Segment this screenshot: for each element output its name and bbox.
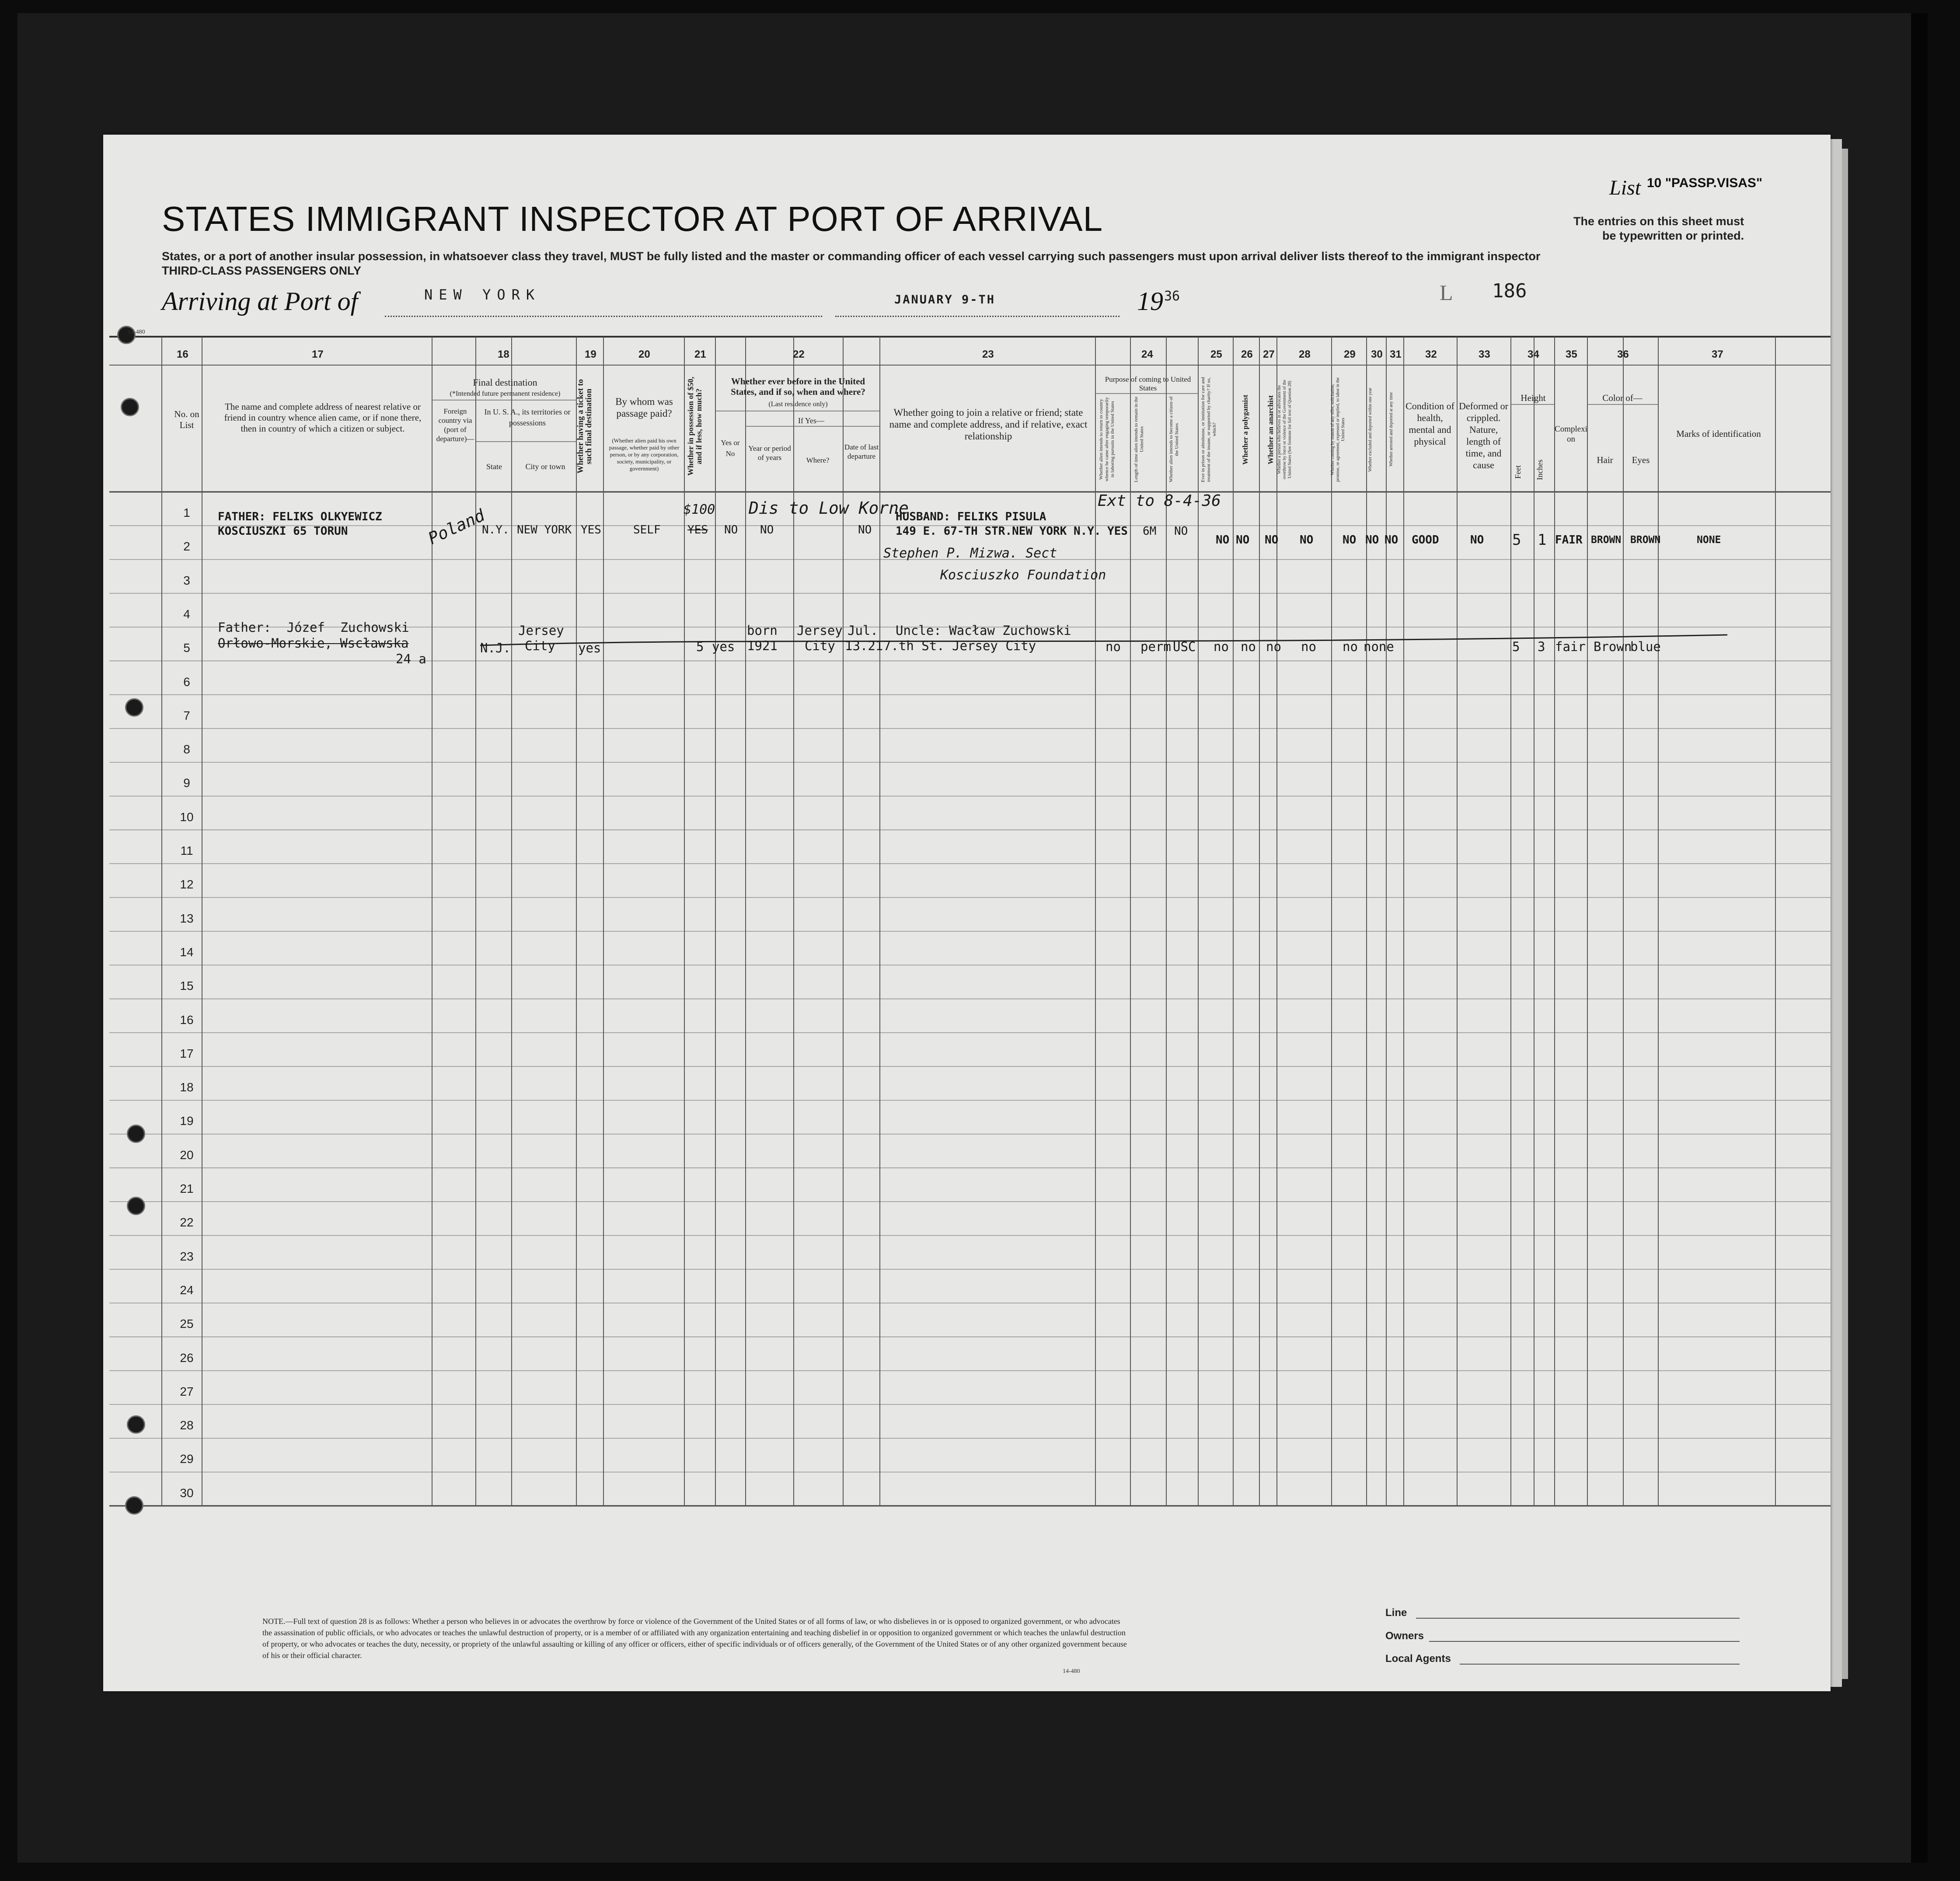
sheet-mark: L — [1440, 280, 1453, 305]
header-c18-city: City or town — [525, 462, 565, 471]
row-number-28: 28 — [180, 1418, 194, 1432]
row-number-25: 25 — [180, 1317, 194, 1331]
row-number-4: 4 — [183, 607, 190, 621]
header-c24-a: Whether alien intends to return to country whence he came after engaging temporarily in laboring pursuits in the United States — [1099, 397, 1115, 482]
footer-form-number: 14-480 — [1063, 1668, 1080, 1675]
column-number-23: 23 — [982, 348, 994, 360]
column-number-31: 31 — [1390, 348, 1402, 360]
binding-hole — [127, 1197, 145, 1215]
r4-eyes: blue — [1630, 639, 1661, 654]
r4-relative-3: 24 a — [396, 651, 426, 666]
r1-join-hand-2: Kosciuszko Foundation — [940, 568, 1106, 583]
r1-money: YES — [687, 523, 708, 536]
r1-join-1: HUSBAND: FELIKS PISULA — [896, 510, 1046, 523]
binding-hole — [127, 1125, 145, 1143]
header-c18-foreign: Foreign country via (port of departure)— — [436, 407, 474, 443]
column-number-27: 27 — [1263, 348, 1275, 360]
header-c20-note: (Whether alien paid his own passage, whether paid by other person, or by any corporation, society, municipality, or government) — [609, 437, 680, 472]
year-suffix: 36 — [1164, 289, 1180, 304]
r4-before: yes — [712, 639, 735, 654]
r1-excluded: NO — [1365, 533, 1379, 547]
header-c18-state: State — [486, 462, 502, 471]
r1-join-2: 149 E. 67-TH STR.NEW YORK N.Y. — [896, 525, 1101, 538]
r4-join-1: Uncle: Wacław Zuchowski — [896, 623, 1071, 638]
subtitle-line-2: THIRD-CLASS PASSENGERS ONLY — [162, 264, 362, 277]
row-number-14: 14 — [180, 945, 194, 959]
row-number-16: 16 — [180, 1013, 194, 1027]
year-prefix: 19 — [1137, 287, 1163, 316]
row-number-5: 5 — [183, 641, 190, 655]
r1-inches: 1 — [1538, 531, 1547, 549]
local-agents-underline — [1460, 1664, 1740, 1665]
column-number-35: 35 — [1566, 348, 1577, 360]
r4-ticket: yes — [578, 641, 601, 655]
header-c35: Complexion — [1555, 425, 1587, 444]
row-number-10: 10 — [180, 810, 194, 824]
r4-state: N.J. — [480, 641, 511, 655]
header-c28: Whether a person who believes in or advocates the overthrow by force or violence of the Government of the United States (See footnote for full text of Question 28) — [1277, 380, 1292, 480]
row-number-23: 23 — [180, 1249, 194, 1263]
header-c27: Whether an anarchist — [1266, 395, 1275, 464]
arriving-label: Arriving at Port of — [162, 287, 358, 316]
row-number-15: 15 — [180, 979, 194, 993]
header-c22-year: Year or period of years — [748, 444, 791, 462]
entries-note — [1573, 214, 1744, 243]
header-c21: Whether in possession of $50, and if less, how much? — [686, 376, 703, 476]
r4-prison: no — [1214, 639, 1229, 654]
r1-foreign: Poland — [425, 505, 488, 548]
header-c26: Whether a polygamist — [1241, 394, 1249, 465]
line-label: Line — [1385, 1607, 1407, 1619]
r1-citizen: NO — [1174, 525, 1188, 538]
r1-feet: 5 — [1512, 531, 1521, 549]
header-c22-where: Where? — [806, 456, 830, 464]
date-line — [835, 316, 1120, 317]
header-c22-top: Whether ever before in the United States, and if so, when and where? — [731, 376, 865, 397]
header-c22-sub: (Last residence only) — [768, 401, 828, 408]
column-number-18: 18 — [498, 348, 509, 360]
r4-where-1: Jersey — [797, 623, 843, 638]
header-c22-date: Date of last departure — [844, 443, 879, 460]
subtitle-line-1: States, or a port of another insular possession, in whatsoever class they travel, MUST be fully listed and the master or commanding officer of each vessel carrying such passengers must upon arrival deliver lists thereof to the immigrant inspector — [162, 250, 1541, 263]
r4-complexion: fair — [1555, 639, 1586, 654]
line-underline — [1416, 1618, 1740, 1619]
footnote-q28: NOTE.—Full text of question 28 is as follows: Whether a person who believes in or advocates the overthrow by force or violence of the Government of the United States or of all forms of law, or who disbelieves in or is opposed to organized government, or who advocates the assassination of public officials, or who advocates or teaches the unlawful destruction of property, or is a member of or affiliated with any organization entertaining and teaching disbelief in or opposition to organized government or which teaches the unlawful destruction of property, or who advocates or teaches the duty, necessity, or propriety of the unlawful assaulting or killing of any officer or officers, either of specific individuals or of officers generally, of the Government of the United States or of any other organized government because of his or their official character. — [262, 1617, 1127, 1660]
r1-polygamist: NO — [1236, 533, 1250, 547]
manifest-sheet — [103, 135, 1831, 1691]
header-c36-hair: Hair — [1597, 455, 1613, 465]
header-c24-c: Whether alien intends to become a citizen of the United States — [1168, 396, 1179, 483]
r4-polygamist: no — [1241, 639, 1256, 654]
r4-money: 5 — [696, 639, 704, 654]
column-number-32: 32 — [1425, 348, 1437, 360]
r4-date-1: Jul. — [847, 623, 878, 638]
header-c23: Whether going to join a relative or friend; state name and complete address, and if relative, exact relationship — [889, 407, 1088, 442]
header-c34-top: Height — [1521, 393, 1546, 403]
header-c33: Deformed or crippled. Nature, length of time, and cause — [1458, 401, 1508, 470]
r1-state: N.Y. — [482, 523, 509, 536]
r4-feet: 5 — [1512, 639, 1520, 654]
row-number-8: 8 — [183, 742, 190, 756]
header-c20: By whom was passage paid? — [615, 396, 673, 419]
column-number-30: 30 — [1371, 348, 1383, 360]
binding-hole — [125, 1496, 143, 1515]
row-number-13: 13 — [180, 911, 194, 925]
binding-hole — [125, 698, 143, 717]
column-number-17: 17 — [312, 348, 324, 360]
header-c24-b: Length of time alien intends to remain in the United States — [1133, 396, 1144, 483]
header-c30: Whether excluded and deported within one year — [1368, 387, 1373, 472]
row-number-26: 26 — [180, 1351, 194, 1365]
r4-relative-2: Orłowo-Morskie, Wscławska — [218, 636, 409, 651]
r4-q28: no — [1301, 639, 1316, 654]
r1-relative-1: FATHER: FELIKS OLKYEWICZ — [218, 510, 382, 523]
column-number-34: 34 — [1528, 348, 1539, 360]
entries-note-1: The entries on this sheet must — [1573, 215, 1744, 228]
form-corner: 14-480 — [128, 329, 145, 335]
port-value: NEW YORK — [424, 286, 541, 303]
row-number-9: 9 — [183, 776, 190, 790]
r1-where-hand: Dis to Low Korne — [749, 498, 909, 518]
column-number-25: 25 — [1210, 348, 1222, 360]
r1-health: GOOD — [1412, 533, 1439, 547]
r4-excluded: none — [1364, 639, 1394, 654]
date-value: JANUARY 9-TH — [894, 293, 996, 307]
r4-date-2: 13.21 — [845, 638, 883, 653]
column-number-20: 20 — [638, 348, 650, 360]
row-number-27: 27 — [180, 1384, 194, 1398]
r4-inches: 3 — [1538, 639, 1545, 654]
row-number-29: 29 — [180, 1452, 194, 1466]
header-c25: Ever in prison or almshouse, or institution for care and treatment of the insane, or supported by charity? If so, which? — [1200, 377, 1217, 482]
paper-edge-shadow — [1842, 149, 1848, 1679]
row-number-3: 3 — [183, 573, 190, 587]
r1-anarchist: NO — [1265, 533, 1279, 547]
r1-arrested: NO — [1385, 533, 1399, 547]
r1-deformed: NO — [1470, 533, 1484, 547]
binding-hole — [127, 1415, 145, 1434]
r1-hair: BROWN — [1591, 534, 1622, 546]
column-number-37: 37 — [1712, 348, 1723, 360]
r1-length: 6M — [1143, 525, 1157, 538]
column-number-28: 28 — [1299, 348, 1311, 360]
r4-city-1: Jersey — [518, 623, 564, 638]
row-number-1: 1 — [183, 506, 190, 519]
r1-paid: SELF — [633, 523, 661, 536]
local-agents-label: Local Agents — [1385, 1653, 1451, 1665]
column-number-19: 19 — [585, 348, 596, 360]
r4-anarchist: no — [1266, 639, 1281, 654]
paper-edge — [1831, 139, 1842, 1687]
r1-intends-return: YES — [1107, 525, 1128, 538]
r1-offer: NO — [1343, 533, 1357, 547]
row-number-22: 22 — [180, 1216, 194, 1230]
r4-citizen: USC — [1173, 639, 1196, 654]
r1-relative-2: KOSCIUSZKI 65 TORUN — [218, 525, 348, 538]
page-title: STATES IMMIGRANT INSPECTOR AT PORT OF ARRIVAL — [162, 199, 1103, 238]
port-line — [385, 316, 822, 317]
row-number-30: 30 — [180, 1486, 194, 1500]
row-number-11: 11 — [180, 844, 193, 857]
header-c22-ifyes: If Yes— — [798, 416, 824, 425]
header-c34-feet: Feet — [1514, 465, 1522, 479]
header-c36-top: Color of— — [1602, 393, 1643, 403]
row-number-12: 12 — [180, 878, 194, 892]
header-c18-top: Final destination — [473, 377, 537, 388]
r1-complexion: FAIR — [1555, 533, 1583, 547]
row-number-7: 7 — [183, 708, 190, 722]
entries-note-2: be typewritten or printed. — [1602, 229, 1744, 242]
r1-year: NO — [760, 523, 774, 536]
r1-q28: NO — [1300, 533, 1314, 547]
header-c18-usa: In U. S. A., its territories or possessions — [484, 408, 571, 427]
column-number-24: 24 — [1141, 348, 1153, 360]
r4-join-2: 7.th St. Jersey City — [883, 638, 1036, 653]
binding-hole — [121, 398, 139, 416]
r4-length: perm — [1140, 639, 1171, 654]
header-c19: Whether having a ticket to such final destination — [576, 379, 593, 474]
header-c31: Whether arrested and deported at any time — [1389, 392, 1394, 467]
column-number-22: 22 — [793, 348, 805, 360]
header-c24-top: Purpose of coming to United States — [1105, 375, 1191, 392]
owners-label: Owners — [1385, 1630, 1424, 1642]
header-c37: Marks of identification — [1676, 428, 1761, 439]
row-number-21: 21 — [180, 1182, 194, 1195]
row-number-17: 17 — [180, 1046, 194, 1060]
header-c22-yesno: Yes or No — [721, 439, 740, 458]
header-c29: Whether coming by reason of any offer, solicitation, promise, or agreement, expressed or implied, to labor in the United States — [1330, 377, 1346, 482]
r1-marks: NONE — [1697, 534, 1721, 546]
r4-city-2: City — [525, 638, 555, 653]
owners-underline — [1429, 1641, 1740, 1642]
column-number-26: 26 — [1241, 348, 1253, 360]
r4-offer: no — [1343, 639, 1358, 654]
column-number-21: 21 — [694, 348, 706, 360]
r4-hair: Brown — [1594, 639, 1632, 654]
r1-ticket: YES — [581, 523, 601, 536]
header-c36-eyes: Eyes — [1632, 455, 1650, 465]
sheet-number: 186 — [1492, 280, 1527, 302]
row-number-2: 2 — [183, 540, 190, 554]
row-number-24: 24 — [180, 1283, 194, 1297]
r4-year-1: born — [747, 623, 778, 638]
r4-intends-return: no — [1106, 639, 1121, 654]
column-number-16: 16 — [177, 348, 188, 360]
header-c32: Condition of health, mental and physical — [1405, 401, 1454, 447]
row-number-6: 6 — [183, 675, 190, 689]
header-c34-inches: Inches — [1535, 460, 1544, 481]
r4-where-2: City — [805, 638, 835, 653]
table-grid — [103, 135, 1831, 1691]
list-label: List — [1609, 176, 1641, 199]
r4-relative-1: Father: Józef Zuchowski — [218, 620, 409, 635]
header-c18-sub: (*Intended future permanent residence) — [450, 390, 561, 397]
r1-join-hand-1: Stephen P. Mizwa. Sect — [883, 546, 1057, 561]
column-number-29: 29 — [1344, 348, 1356, 360]
header-c16: No. on List — [174, 409, 199, 430]
r1-before: NO — [724, 523, 738, 536]
r1-prison: NO — [1216, 533, 1230, 547]
row-number-18: 18 — [180, 1080, 194, 1094]
column-number-33: 33 — [1479, 348, 1490, 360]
r1-return-note: Ext to 8-4-36 — [1098, 492, 1221, 510]
header-c17: The name and complete address of nearest relative or friend in country whence alien came, or if none there, then in country of which a citizen or subject. — [224, 401, 422, 434]
r1-money-note: $100 — [684, 502, 715, 517]
r1-eyes: BROWN — [1630, 534, 1661, 546]
r1-date-last: NO — [858, 523, 872, 536]
row-number-19: 19 — [180, 1114, 194, 1128]
r4-year-2: 1921 — [747, 638, 778, 653]
row-number-20: 20 — [180, 1148, 194, 1162]
column-number-36: 36 — [1617, 348, 1629, 360]
subtitle — [162, 249, 1540, 278]
list-value: 10 "PASSP.VISAS" — [1647, 176, 1763, 190]
r1-city: NEW YORK — [517, 523, 572, 536]
